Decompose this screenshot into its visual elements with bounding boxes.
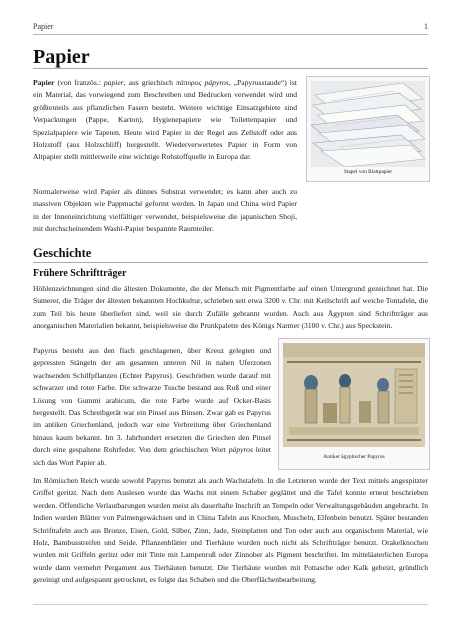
paragraph: Im Römischen Reich wurde sowohl Papyrus benutzt als auch Wachstafeln. In die Letzteren wurde der Text mittels angespitzter Griffel geritzt. Nach dem Auslesen wurde das Wachs mit einem Schaber geglättet und die Tafel konnte erneut beschrieben werden. Öffentliche Verlautbarungen wurden meist als dauerhafte Inschrift an Tempeln oder Verwaltungsgebäuden angebracht. In Indien wurden Blätter von Palmengewächsen und in China Tafeln aus Knochen, Muscheln, Elfenbein benutzt. Später bestanden Schrifttafeln auch aus Bronze, Eisen, Gold, Silber, Zinn, Jade, Steinplatten und Ton oder auch aus organischem Material, wie Holz, Bambusstreifen und Seide. Pflanzenblätter und Tierhäute wurden noch nicht als Schriftträger benutzt. Orakelknochen wurden mit Griffeln geritzt oder mit Tinte mit Lampenruß oder Zinnober als Pigment beschriftet. Im mitteläaterlichen Europa wurde dann vermehrt Pergament aus Tierhäuten benutzt. Die Tierhäute wurden mit Pottasche oder Kalk gebeizt, gründlich gereinigt und aufgespannt getrocknet, es folgte das Schaben und die Oberflächenbearbeitung.	[33, 476, 428, 585]
figure-papyrus	[278, 338, 430, 470]
header-divider	[33, 34, 428, 35]
subsection-heading: Frühere Schriftträger	[33, 268, 127, 279]
paper-stack-image	[311, 81, 425, 167]
section-divider	[33, 262, 428, 263]
header-title: Papier	[33, 22, 54, 31]
paragraph: Höhlenzeichnungen sind die ältesten Dokumente, die der Mensch mit Pigmentfarbe auf einen Untergrund gezeichnet hat. Die Sumerer, die Träger der ältesten bekannten Hochkultur, schrieben seit etwa 3200 v. Chr. mit Keilschrift auf weiche Tontafeln, die zum Teil bis heute überliefert sind, weil sie durch Zufälle gebrannt wurden. Auch aus Ägypten sind Schriftträger aus anorganischen Materialien bekannt, beispielsweise die Prunkpalette des Königs Narmer (3100 v. Chr.) aus Speckstein.	[33, 284, 428, 331]
figure-caption: Stapel von Blattpapier	[343, 169, 393, 175]
page-footer-divider	[33, 604, 428, 605]
paragraph: Papyrus besteht aus den flach geschlagenen, über Kreuz gelegten und gepressten Stängeln der am gesamten unteren Nil in nahen Uferzonen wachsenden Schilfpflanzen (Echter Papyrus). Geschrieben wurde darauf mit schwarzer und roter Farbe. Die schwarze Tusche bestand aus Ruß und einer Lösung von Gummi arabicum, die rote Farbe wurde auf Ocker-Basis hergestellt. Das Schreibgerät war ein Pinsel aus Binsen. Zwar gab es Papyrus im antiken Griechenland, jedoch war eine Verbreitung über Griechenland hinaus kaum bekannt. Im 3. Jahrhundert ersetzten die Griechen den Pinsel durch eine gespaltene Rohrfeder. Von dem griechischen Wort pápyros leitet sich das Wort Papier ab.	[33, 346, 271, 467]
title-divider	[33, 68, 428, 69]
page-number: 1	[424, 22, 428, 31]
figure-paper-stack	[306, 76, 430, 182]
papyrus-image	[283, 343, 425, 447]
figure-caption: Antiker ägyptischer Papyrus	[323, 454, 385, 460]
section-heading: Geschichte	[33, 246, 92, 260]
paragraph: Normalerweise wird Papier als dünnes Substrat verwendet; es kann aber auch zu massiven Objekten wie Pappmaché geformt werden. In Japan und China wird Papier in der Inneneinrichtung vielfältiger verwendet, beispielsweise die japanischen Shoji, mit durchscheinendem Washi-Papier bespannte Raumteiler.	[33, 187, 297, 234]
page-header	[33, 22, 428, 34]
intro-paragraph: Papier (von französ.: papier, aus griechisch πάπυρος pápyros, „Papyrusstaude“) ist ein Material, das vorwiegend zum Beschreiben und Bedrucken verwendet wird und größtenteils aus pflanzlichen Fasern besteht. Weitere wichtige Einsatzgebiete sind Verpackungen (Pappe, Karton), Hygienepapiere wie Toilettenpapier und Spezialpapiere wie Tapeten. Heute wird Papier in der Regel aus Zellstoff oder aus Holzstoff (aus Holzschliff) hergestellt. Wiederverwertetes Papier in Form von Altpapier stellt mittlerweile eine wichtige Rohstoffquelle in Europa dar.	[33, 78, 297, 162]
article-title: Papier	[33, 46, 90, 68]
